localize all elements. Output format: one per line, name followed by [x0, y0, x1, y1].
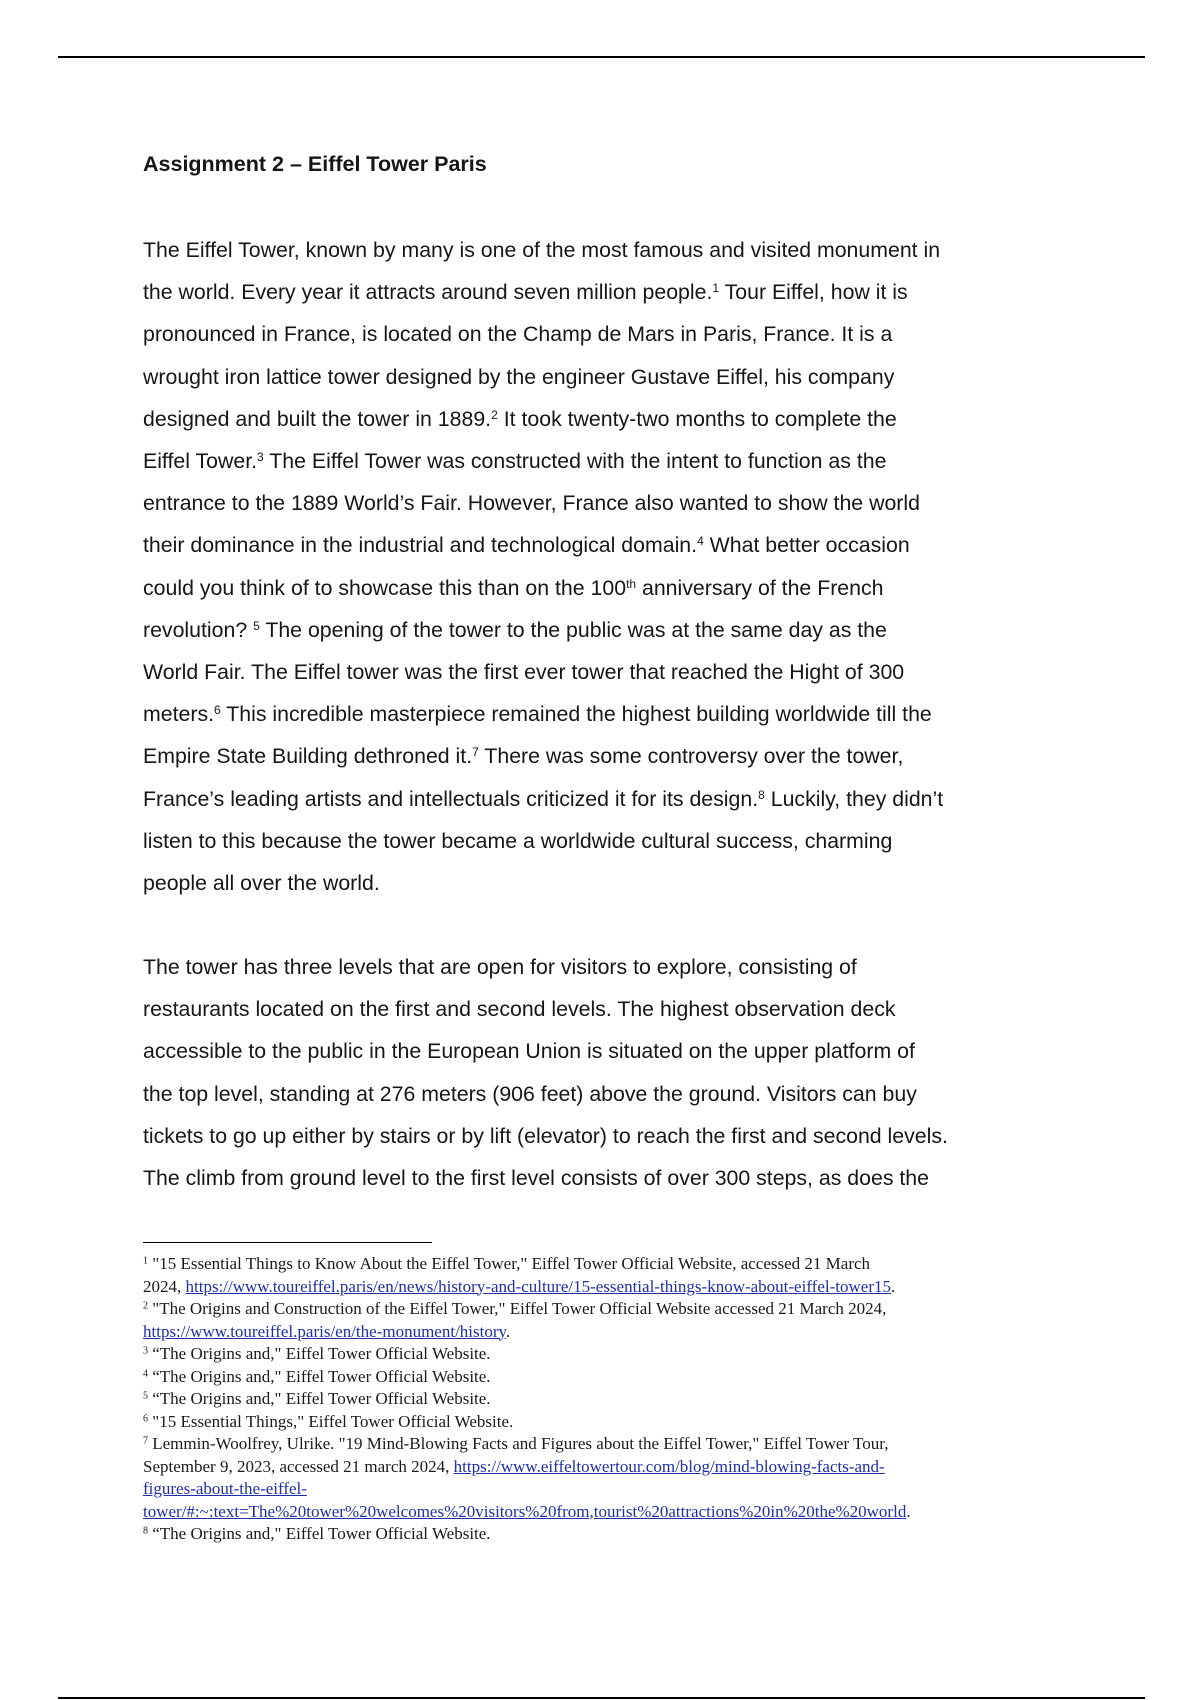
footnote-5: $^5$ “The Origins and," Eiffel Tower Official Website.: [143, 1389, 491, 1408]
ordinal-suffix: th: [626, 576, 637, 591]
footnote-2-cont: https://www.toureiffel.paris/en/the-monument/history.: [143, 1321, 511, 1341]
text-line: The tower has three levels that are open for visitors to explore, consisting of: [143, 955, 857, 979]
footnote-3: $^3$ “The Origins and," Eiffel Tower Official Website.: [143, 1344, 491, 1363]
footnote-7-cont: tower/#:~:text=The%20tower%20welcomes%20visitors%20from,tourist%20attractions%20in%20the%20world.: [143, 1501, 911, 1521]
text-line: Empire State Building dethroned it.$^7$ There was some controversy over the tower,: [143, 744, 904, 769]
footnote-4: $^4$ “The Origins and," Eiffel Tower Official Website.: [143, 1366, 491, 1386]
footnote-ref[interactable]: 4: [697, 534, 704, 549]
page-bottom-rule: [58, 1697, 1145, 1699]
text-line: designed and built the tower in 1889.$^2$ It took twenty-two months to complete the: [143, 406, 897, 431]
text-line: could you think of to showcase this than on the 100th anniversary of the French: [143, 575, 884, 600]
text-line: entrance to the 1889 World’s Fair. However, France also wanted to show the world: [143, 491, 920, 516]
footnote-8: $^8$ “The Origins and," Eiffel Tower Official Website.: [143, 1524, 491, 1543]
text-line: their dominance in the industrial and technological domain.$^4$ What better occasion: [143, 533, 910, 558]
footnote-link[interactable]: https://www.toureiffel.paris/en/the-monument/history: [143, 1321, 506, 1341]
footnote-link[interactable]: https://www.toureiffel.paris/en/news/history-and-culture/15-essential-things-know-about-eiffel-tower15: [185, 1276, 891, 1296]
text-line: meters.$^6$ This incredible masterpiece remained the highest building worldwide till the: [143, 702, 932, 727]
text-line: people all over the world.: [143, 871, 380, 896]
text-line: France’s leading artists and intellectuals criticized it for its design.$^8$ Luckily, they didn’t: [143, 786, 944, 811]
text-line: the top level, standing at 276 meters (906 feet) above the ground. Visitors can buy: [143, 1081, 917, 1106]
text-line: The climb from ground level to the first level consists of over 300 steps, as does the: [143, 1166, 929, 1191]
text-line: listen to this because the tower became a worldwide cultural success, charming: [143, 828, 893, 853]
text-line: the world. Every year it attracts around seven million people.$^1$ Tour Eiffel, how it is: [143, 280, 908, 305]
text-line: tickets to go up either by stairs or by lift (elevator) to reach the first and second levels.: [143, 1123, 948, 1148]
text-line: pronounced in France, is located on the Champ de Mars in Paris, France. It is a: [143, 322, 893, 347]
footnotes: [143, 1253, 1083, 1546]
footnote-1: $^1$ "15 Essential Things to Know About the Eiffel Tower," Eiffel Tower Official Website, accessed 21 March: [143, 1254, 871, 1273]
paragraph-2: [143, 946, 1073, 1199]
footnote-ref[interactable]: 5: [253, 618, 260, 633]
text-line: World Fair. The Eiffel tower was the first ever tower that reached the Hight of 300: [143, 660, 905, 685]
footnote-link[interactable]: https://www.eiffeltowertour.com/blog/mind-blowing-facts-and-: [453, 1456, 885, 1476]
footnote-6: $^6$ "15 Essential Things," Eiffel Tower Official Website.: [143, 1411, 514, 1431]
footnote-ref[interactable]: 1: [712, 281, 720, 296]
text-line: restaurants located on the first and second levels. The highest observation deck: [143, 997, 896, 1022]
footnote-link[interactable]: figures-about-the-eiffel-: [143, 1479, 307, 1498]
footnote-7: $^7$ Lemmin-Woolfrey, Ulrike. "19 Mind-Blowing Facts and Figures about the Eiffel Tower," Eiffel Tower Tour,: [143, 1434, 889, 1453]
footnote-ref[interactable]: 6: [214, 703, 221, 718]
text-line: wrought iron lattice tower designed by the engineer Gustave Eiffel, his company: [143, 364, 895, 389]
paragraph-1: [143, 229, 1073, 904]
footnote-ref[interactable]: 7: [472, 745, 479, 760]
footnote-link[interactable]: tower/#:~:text=The%20tower%20welcomes%20visitors%20from,tourist%20attractions%20in%20the%20world: [143, 1501, 907, 1521]
footnote-ref[interactable]: 3: [257, 449, 264, 464]
footnote-ref[interactable]: 8: [758, 787, 765, 802]
footnote-7-cont: [143, 1478, 1083, 1501]
text-line: Eiffel Tower.$^3$ The Eiffel Tower was constructed with the intent to function as the: [143, 449, 887, 474]
text-line: The Eiffel Tower, known by many is one of the most famous and visited monument in: [143, 238, 941, 262]
footnote-1-cont: 2024, https://www.toureiffel.paris/en/news/history-and-culture/15-essential-things-know-about-eiffel-tower15.: [143, 1276, 896, 1296]
page-top-rule: [58, 56, 1145, 58]
footnote-ref[interactable]: 2: [491, 407, 498, 422]
footnote-2: $^2$ "The Origins and Construction of the Eiffel Tower," Eiffel Tower Official Website accessed 21 March 2024,: [143, 1299, 887, 1318]
footnote-separator: [143, 1242, 432, 1243]
text-line: revolution? $^5$ The opening of the tower to the public was at the same day as the: [143, 617, 887, 642]
footnote-7-cont: September 9, 2023, accessed 21 march 2024, https://www.eiffeltowertour.com/blog/mind-blowing-facts-and-: [143, 1456, 885, 1476]
page-title: Assignment 2 – Eiffel Tower Paris: [143, 152, 487, 176]
text-line: accessible to the public in the European Union is situated on the upper platform of: [143, 1039, 915, 1064]
